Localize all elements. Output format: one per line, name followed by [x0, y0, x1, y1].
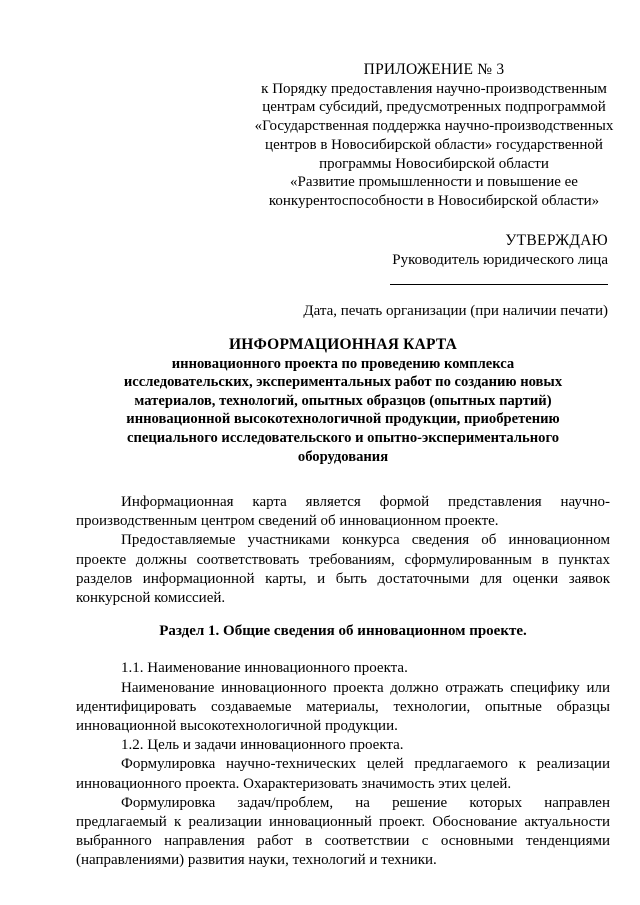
heading-line: оборудования	[297, 448, 389, 465]
annex-line: центрам субсидий, предусмотренных подпрограммой	[262, 99, 606, 116]
annex-title: ПРИЛОЖЕНИЕ № 3	[363, 61, 505, 78]
date-stamp-line: Дата, печать организации (при наличии печати)	[303, 303, 608, 319]
item-paragraph: Формулировка научно-технических целей предлагаемого к реализации инновационного проекта. Охарактеризовать значимость этих целей.	[76, 756, 610, 792]
approval-position: Руководитель юридического лица	[392, 251, 608, 268]
document-heading	[60, 336, 626, 466]
signature-line	[390, 284, 608, 285]
item-heading: 1.1. Наименование инновационного проекта.	[121, 660, 408, 677]
annex-block	[238, 61, 630, 211]
heading-line: инновационного проекта по проведению комплекса	[171, 355, 515, 372]
heading-main: ИНФОРМАЦИОННАЯ КАРТА	[228, 336, 458, 353]
annex-line: центров в Новосибирской области» государственной	[265, 136, 603, 153]
item-paragraph: Наименование инновационного проекта должно отражать специфику или идентифицировать создаваемые материалы, технологии, опытные образцы инновационной высокотехнологичной продукции.	[76, 679, 610, 735]
heading-line: инновационной высокотехнологичной продукции, приобретению	[126, 411, 560, 428]
item-heading: 1.2. Цель и задачи инновационного проекта.	[121, 737, 404, 754]
annex-line: «Развитие промышленности и повышение ее	[290, 174, 578, 191]
annex-line: конкурентоспособности в Новосибирской области»	[268, 192, 600, 209]
annex-line: программы Новосибирской области	[319, 155, 549, 172]
item-paragraph: Формулировка задач/проблем, на решение которых направлен предлагаемый к реализации инновационный проект. Обоснование актуальности выбранного направления работ в соответствии с основными тенденциями (направлениями) развития науки, технологий и техники.	[76, 794, 610, 869]
heading-line: материалов, технологий, опытных образцов (опытных партий)	[134, 392, 552, 409]
approval-title: УТВЕРЖДАЮ	[505, 232, 608, 249]
document-body	[76, 493, 610, 871]
heading-line: исследовательских, экспериментальных работ по созданию новых	[123, 374, 563, 391]
approval-block	[392, 232, 608, 269]
section-title: Раздел 1. Общие сведения об инновационном проекте.	[159, 623, 527, 640]
heading-line: специального исследовательского и опытно-экспериментального	[126, 429, 560, 446]
intro-paragraph: Информационная карта является формой представления научно-производственным центром сведений об инновационном проекте.	[76, 494, 610, 530]
intro-paragraph: Предоставляемые участниками конкурса сведения об инновационном проекте должны соответствовать требованиям, сформулированным в пунктах разделов информационной карты, и быть достаточными для оценки заявок конкурсной комиссией.	[76, 532, 610, 607]
annex-line: «Государственная поддержка научно-производственных	[254, 118, 614, 135]
annex-line: к Порядку предоставления научно-производственным	[261, 80, 607, 97]
